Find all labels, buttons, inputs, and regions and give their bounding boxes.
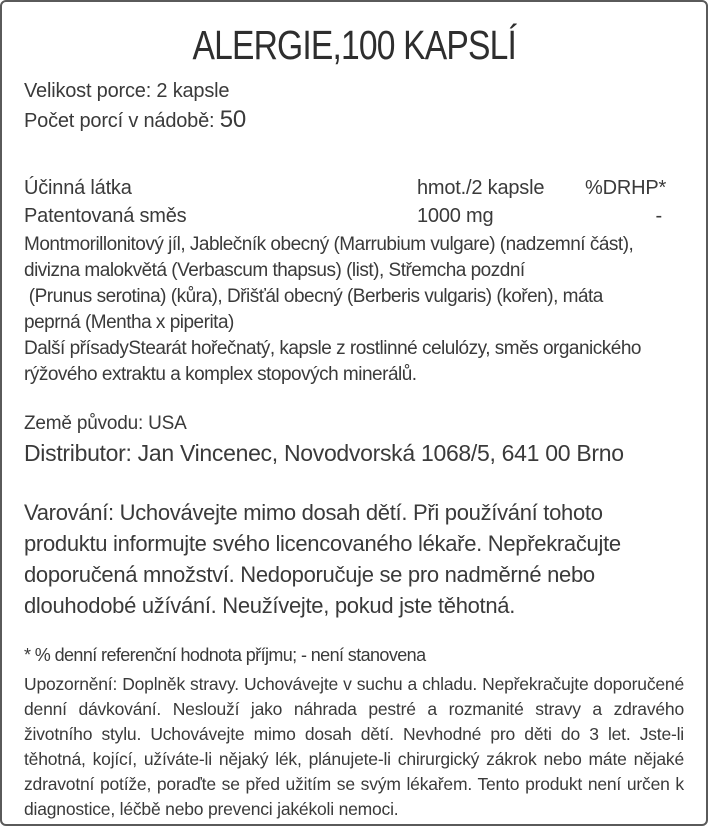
warning-paragraph <box>2 497 706 621</box>
facts-header-substance: Účinná látka <box>24 177 132 199</box>
notice-paragraph: Upozornění: Doplněk stravy. Uchovávejte v suchu a chladu. Nepřekračujte doporučené denní dávkování. Neslouží jako náhrada pestré a rozmanité stravy a zdravého životního stylu. Uchovávejte mimo dosah dětí. Nevhodné pro děti do 3 let. Jste-li těhotná, kojící, užíváte-li nějaký lék, plánujete-li chirurgický zákrok nebo máte nějaké zdravotní potíže, poraďte se před užitím se svým lékařem. Tento produkt není určen k diagnostice, léčbě nebo prevenci jakékoli nemoci. <box>24 674 684 819</box>
product-title <box>2 22 706 69</box>
warning-line: produktu informujte svého licencovaného lékaře. Nepřekračujte <box>24 531 621 556</box>
drhp-footnote: * % denní referenční hodnota příjmu; - není stanovena <box>24 645 426 665</box>
serving-info <box>2 77 706 136</box>
facts-blend-row <box>2 202 706 230</box>
facts-header-drhp: %DRHP* <box>585 177 667 199</box>
distributor-info: Distributor: Jan Vincenec, Novodvorská 1068/5, 641 00 Brno <box>24 440 624 466</box>
ingredients-line: Montmorillonitový jíl, Jablečník obecný (Marrubium vulgare) (nadzemní část), <box>24 234 634 255</box>
warning-line: Varování: Uchovávejte mimo dosah dětí. Při používání tohoto <box>24 500 603 525</box>
supplement-facts-table <box>2 174 706 388</box>
ingredients-line: (Prunus serotina) (kůra), Dřišťál obecný (Berberis vulgaris) (kořen), máta <box>24 286 603 307</box>
other-ingredients-line: rýžového extraktu a komplex stopových minerálů. <box>24 364 417 385</box>
servings-per-container <box>24 105 706 136</box>
ingredients-line: divizna malokvětá (Verbascum thapsus) (list), Střemcha pozdní <box>24 260 525 281</box>
servings-per-container-label: Počet porcí v nádobě: <box>24 110 220 132</box>
blend-name: Patentovaná směs <box>24 205 187 227</box>
other-ingredients-line: Další přísadyStearát hořečnatý, kapsle z rostlinné celulózy, směs organického <box>24 338 641 359</box>
facts-header-row <box>2 174 706 202</box>
blend-drhp: - <box>655 205 662 227</box>
blend-amount: 1000 mg <box>417 205 494 227</box>
facts-header-amount: hmot./2 kapsle <box>417 177 545 199</box>
country-of-origin: Země původu: USA <box>24 413 187 434</box>
product-title-text: ALERGIE,100 KAPSLÍ <box>192 22 516 68</box>
origin-info <box>2 412 706 468</box>
ingredients-line: peprná (Mentha x piperita) <box>24 312 234 333</box>
serving-size: Velikost porce: 2 kapsle <box>24 80 230 102</box>
servings-per-container-value: 50 <box>219 106 247 133</box>
warning-line: doporučená množství. Nedoporučuje se pro nadměrné nebo <box>24 562 595 587</box>
ingredients-list <box>2 232 706 388</box>
warning-line: dlouhodobé užívání. Neužívejte, pokud jste těhotná. <box>24 593 516 618</box>
